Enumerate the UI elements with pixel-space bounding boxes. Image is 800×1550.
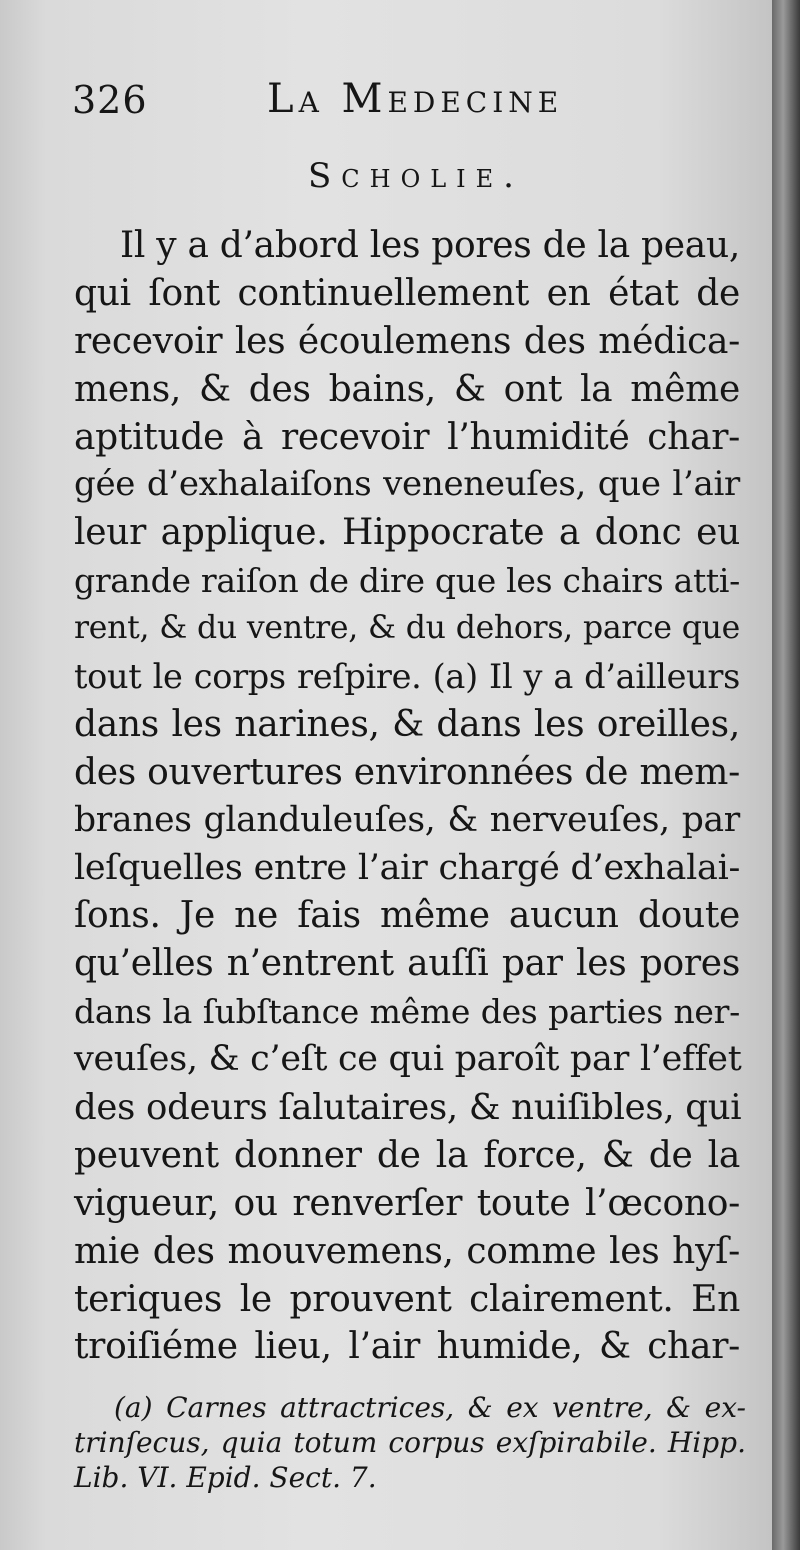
text-line: leſquelles entre l’air chargé d’exhalai- bbox=[74, 847, 740, 888]
page-edge-shadow bbox=[772, 0, 800, 1550]
text-line: tout le corps reſpire. (a) Il y a d’ailleurs bbox=[74, 657, 740, 697]
text-line: qu’elles n’entrent auſſi par les pores bbox=[74, 943, 740, 985]
text-line: mie des mouvemens, comme les hyſ- bbox=[74, 1230, 740, 1272]
section-title: Scholie. bbox=[307, 156, 524, 196]
page-number: 326 bbox=[72, 78, 148, 122]
running-head bbox=[72, 74, 752, 130]
text-line: recevoir les écoulemens des médica- bbox=[74, 320, 740, 362]
text-line: teriques le prouvent clairement. En bbox=[74, 1278, 740, 1320]
text-line: des ouvertures environnées de mem- bbox=[74, 751, 740, 793]
text-line: mens, & des bains, & ont la même bbox=[74, 368, 740, 410]
text-line: qui ſont continuellement en état de bbox=[74, 272, 740, 314]
text-line: dans la ſubſtance même des parties ner- bbox=[74, 992, 740, 1032]
footnote-line: (a) Carnes attractrices, & ex ventre, & ex- bbox=[114, 1391, 746, 1424]
text-line: Il y a d’abord les pores de la peau, bbox=[120, 225, 740, 266]
text-line: peuvent donner de la force, & de la bbox=[74, 1134, 740, 1176]
text-line: branes glanduleuſes, & nerveuſes, par bbox=[74, 799, 740, 840]
footnote-line: trinſecus, quia totum corpus exſpirabile. Hipp. bbox=[74, 1426, 746, 1459]
text-line: leur applique. Hippocrate a donc eu bbox=[74, 512, 740, 554]
text-line: des odeurs ſalutaires, & nuiſibles, qui bbox=[74, 1087, 742, 1129]
text-line: rent, & du ventre, & du dehors, parce que bbox=[74, 610, 740, 647]
footnote bbox=[74, 1390, 746, 1495]
text-line: ſons. Je ne fais même aucun doute bbox=[74, 895, 740, 937]
text-line: grande raiſon de dire que les chairs atti- bbox=[74, 561, 740, 601]
footnote-line: Lib. VI. Epid. Sect. 7. bbox=[74, 1461, 377, 1494]
text-line: gée d’exhalaiſons veneneuſes, que l’air bbox=[74, 464, 740, 505]
text-line: aptitude à recevoir l’humidité char- bbox=[74, 416, 740, 458]
text-line: dans les narines, & dans les oreilles, bbox=[74, 703, 740, 745]
text-line: troiſiéme lieu, l’air humide, & char- bbox=[74, 1326, 740, 1368]
text-line: vigueur, ou renverſer toute l’œcono- bbox=[74, 1182, 740, 1224]
text-line: veuſes, & c’eſt ce qui paroît par l’effet bbox=[74, 1039, 742, 1080]
running-title: La Medecine bbox=[267, 76, 564, 122]
body-text bbox=[74, 222, 740, 1371]
